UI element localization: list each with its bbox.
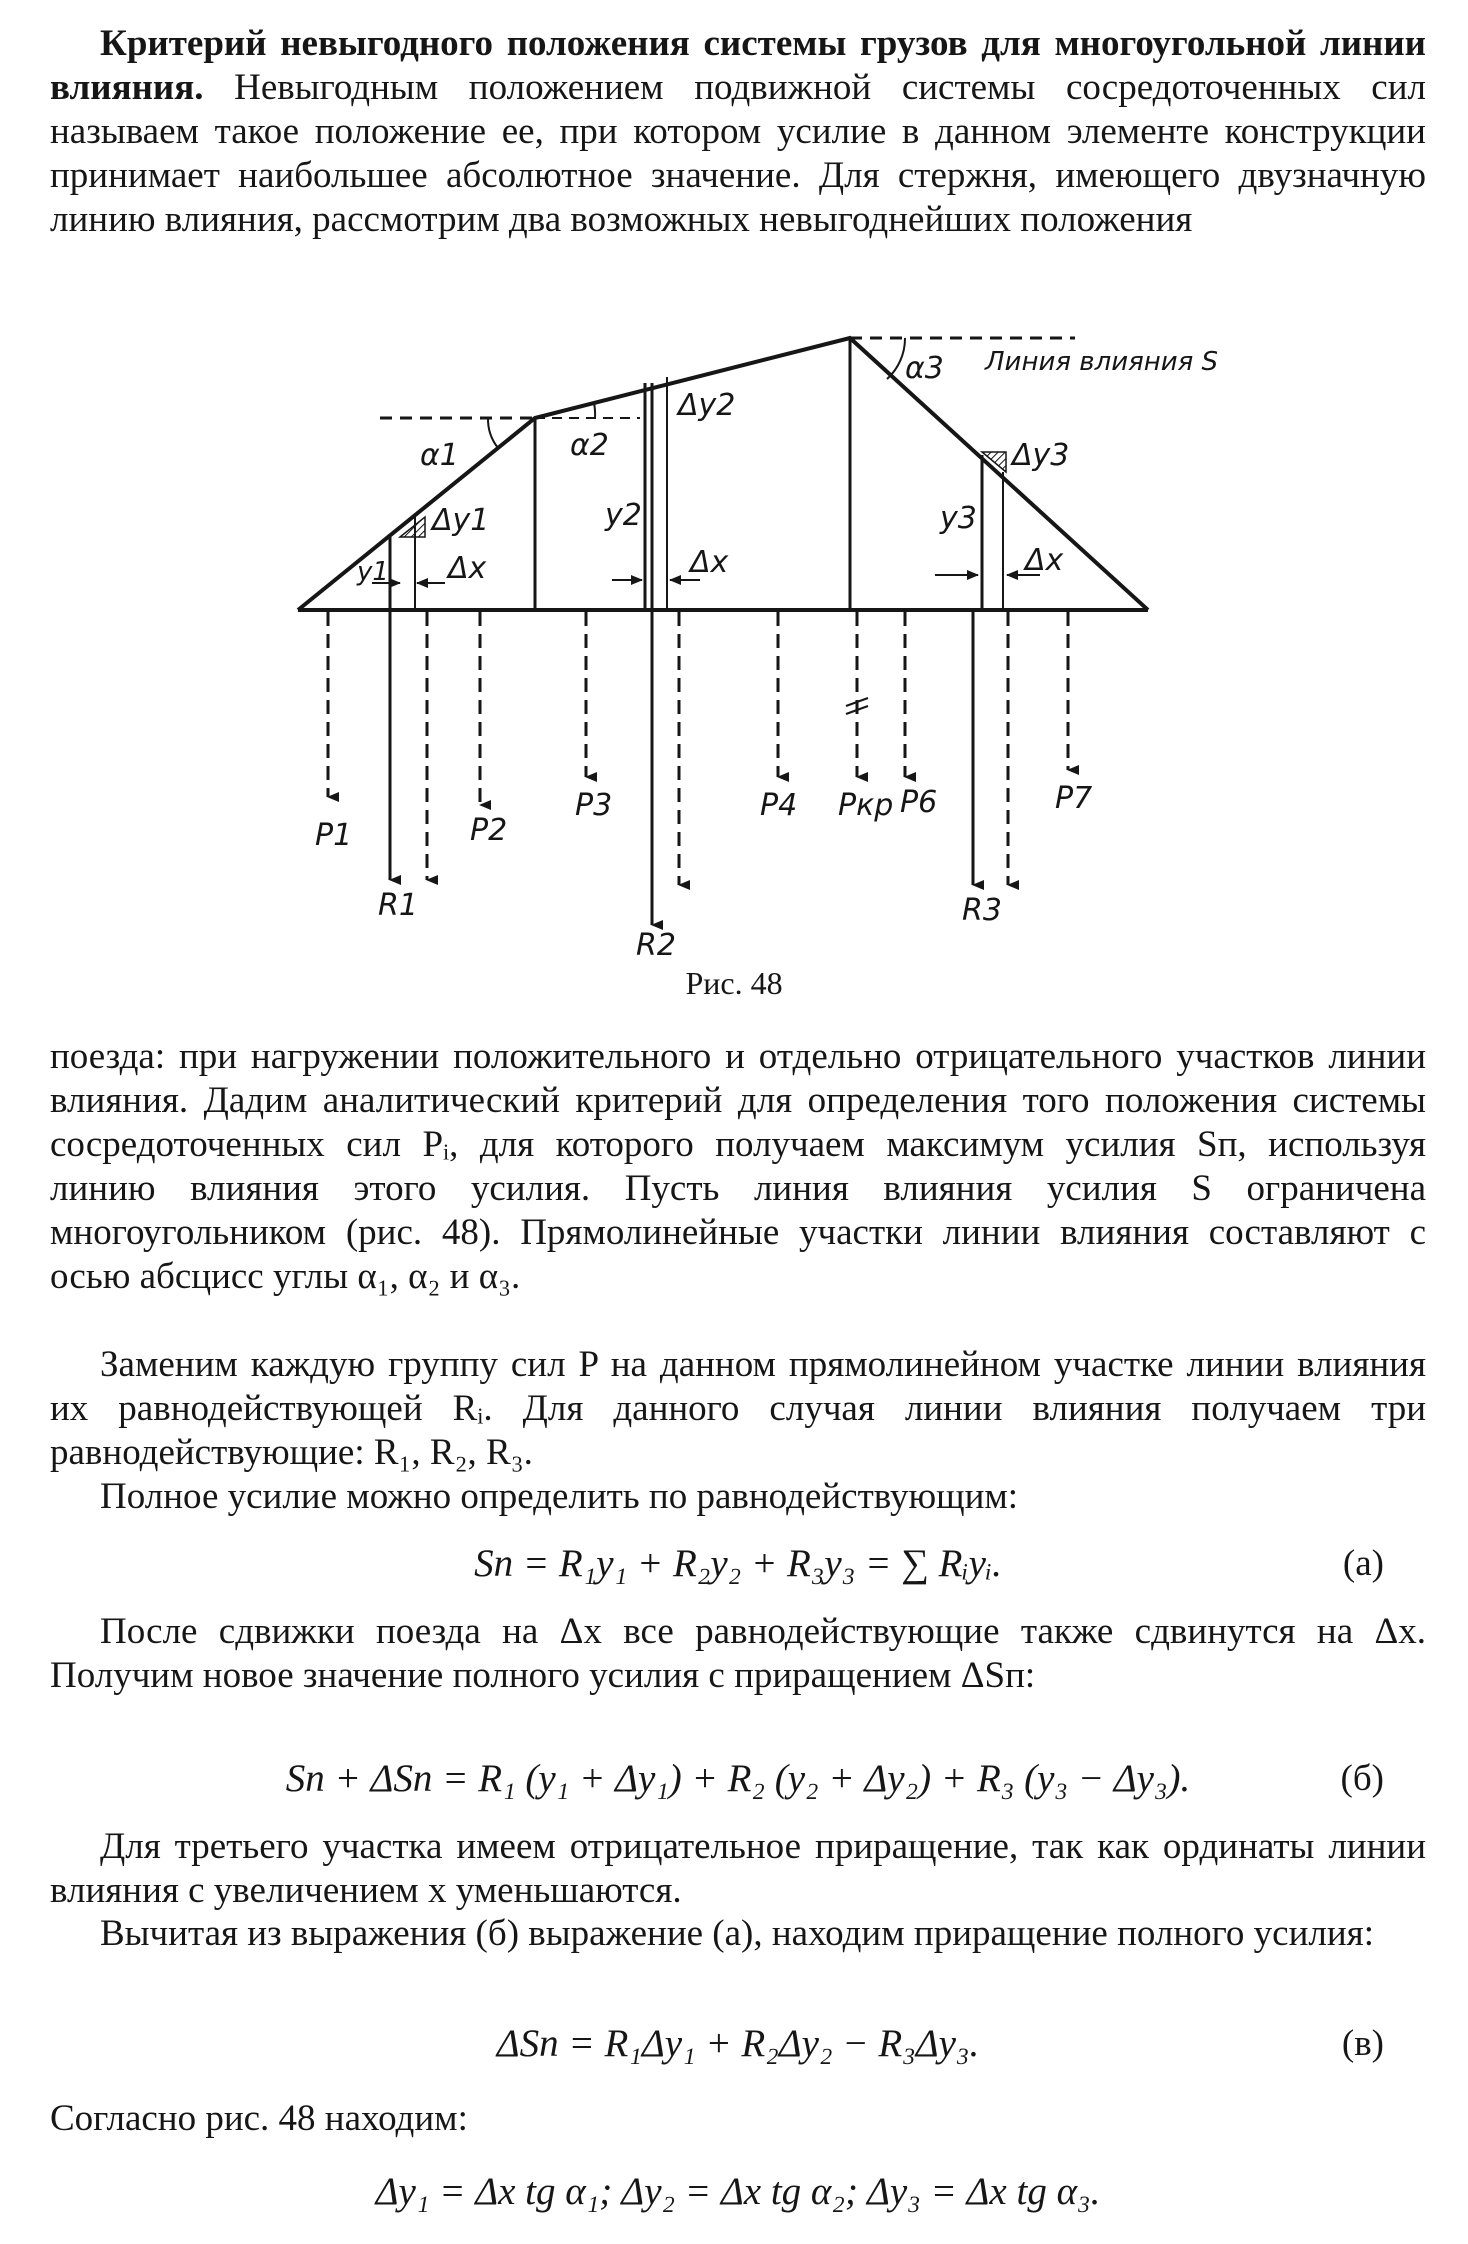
paragraph-7: Согласно рис. 48 находим: [50, 2098, 468, 2139]
label-a1: α1 [420, 438, 459, 473]
formula-d [50, 2168, 1426, 2216]
paragraph-5: Для третьего участка имеем отрицательное приращение, так как ординаты линии влияния с увеличением x уменьшаются. [50, 1826, 1426, 1911]
label-p2: P2 [470, 813, 508, 848]
label-a3: α3 [905, 351, 944, 386]
paragraph-4: После сдвижки поезда на Δx все равнодействующие также сдвинутся на Δx. Получим новое значение полного усилия с приращением ΔSп: [50, 1611, 1426, 1696]
increment-dy1 [400, 517, 425, 537]
paragraph-6: Вычитая из выражения (б) выражение (а), находим приращение полного усилия: [100, 1913, 1374, 1954]
formula-c-text: ΔSп = R₁Δy₁ + R₂Δy₂ − R₃Δy₃. [496, 2022, 980, 2065]
label-p3: P3 [575, 788, 613, 823]
label-r2: R2 [636, 928, 676, 960]
label-pkr: Pкр [838, 788, 894, 823]
formula-a-label: (а) [1342, 1543, 1384, 1584]
figure-labels [315, 347, 1218, 960]
arc-a1 [488, 418, 498, 448]
label-dy2: Δy2 [678, 388, 736, 423]
arc-a2 [594, 403, 595, 418]
formula-d-text: Δy₁ = Δx tg α₁; Δy₂ = Δx tg α₂; Δy₃ = Δx tg α₃. [375, 2170, 1101, 2213]
label-dx3: Δx [1025, 543, 1064, 578]
paragraph-2: Заменим каждую группу сил P на данном прямолинейном участке линии влияния их равнодействующей Rᵢ. Для данного случая линии влияния получаем три равнодействующие: R₁, R₂, R₃. [50, 1344, 1426, 1473]
influence-line-figure [0, 0, 1468, 960]
formula-c [50, 2020, 1426, 2068]
label-r1: R1 [378, 888, 418, 923]
paragraph-1: поезда: при нагружении положительного и отдельно отрицательного участков линии влияния. Дадим аналитический критерий для определения того положения системы сосредоточенных сил Pᵢ, для которого получаем максимум усилия Sп, используя линию влияния этого усилия. Пусть линия влияния усилия S ограничена многоугольником (рис. 48). Прямолинейные участки линии влияния составляют с осью абсцисс углы α₁, α₂ и α₃. [50, 1036, 1426, 1297]
paragraph-3: Полное усилие можно определить по равнодействующим: [100, 1476, 1019, 1517]
formula-a [50, 1540, 1426, 1588]
intro-text: Невыгодным положением подвижной системы сосредоточенных сил называем такое положение ее, при котором усилие в данном элементе конструкции принимает наибольшее абсолютное значение. Для стержня, имеющего двузначную линию влияния, рассмотрим два возможных невыгоднейших положения [50, 67, 1426, 240]
label-dx1: Δx [448, 551, 487, 586]
formula-b-text: Sп + ΔSп = R₁ (y₁ + Δy₁) + R₂ (y₂ + Δy₂) + R₃ (y₃ − Δy₃). [285, 1757, 1191, 1800]
formula-b [50, 1755, 1426, 1803]
label-r3: R3 [962, 893, 1002, 928]
label-p6: P6 [900, 785, 938, 820]
label-dy1: Δy1 [432, 503, 490, 538]
formula-a-text: Sп = R₁y₁ + R₂y₂ + R₃y₃ = ∑ Rᵢyᵢ. [474, 1542, 1002, 1585]
section-heading: Критерий невыгодного положения системы грузов для многоугольной линии влияния. [50, 23, 1426, 108]
label-y2: y2 [605, 498, 642, 533]
label-a2: α2 [570, 428, 609, 463]
figure-caption: Рис. 48 [685, 965, 783, 1001]
label-p1: P1 [315, 818, 353, 853]
label-p7: P7 [1055, 781, 1093, 816]
label-y1: y1 [357, 557, 389, 587]
label-dx2: Δx [690, 545, 729, 580]
formula-b-label: (б) [1340, 1758, 1384, 1799]
label-p4: P4 [760, 788, 798, 823]
label-dy3: Δy3 [1012, 438, 1070, 473]
formula-c-label: (в) [1341, 2023, 1384, 2064]
label-line: Линия влияния S [985, 347, 1219, 377]
label-y3: y3 [940, 501, 977, 536]
